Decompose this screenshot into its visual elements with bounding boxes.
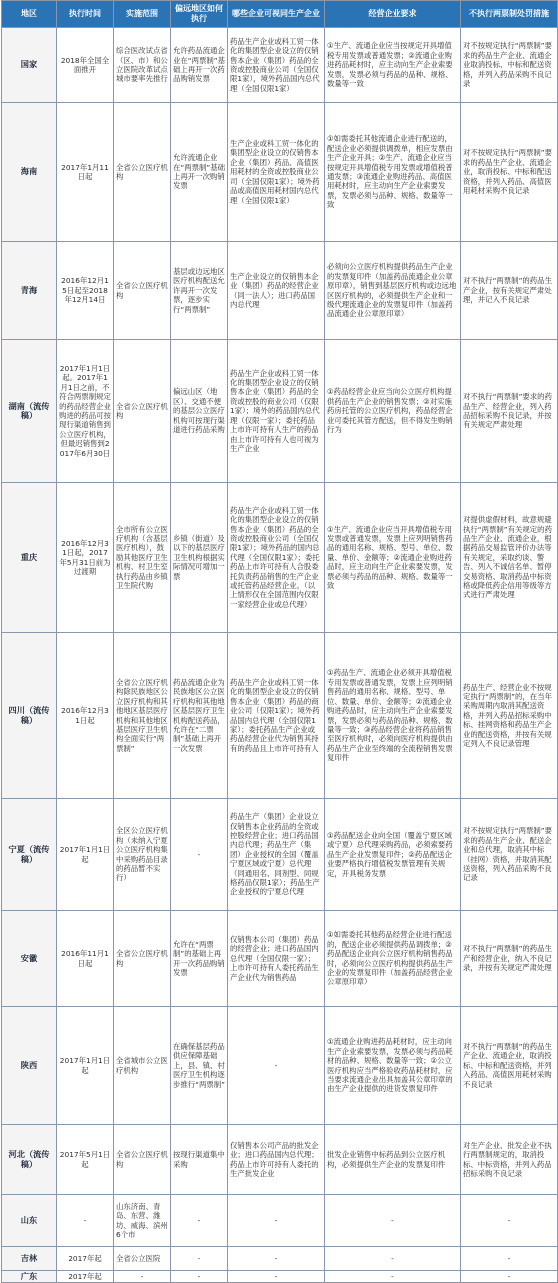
scope-cell: 全省公立医疗机构 (114, 242, 171, 340)
penalty-cell: - (461, 1247, 558, 1271)
penalty-cell: 对不按规定执行“两票制”要求的药品生产企业、流通企业，取消投标、中标和配送资格，并列入药品、高值医用耗材采购不良记录 (461, 103, 558, 242)
remote-cell: 按现行渠道集中采购 (171, 1125, 228, 1195)
requirements-cell: ①流通企业购进药品耗材时，应主动向生产企业索要发票，发票必须与药品耗材的品种、规格、数量等一致；②公立医疗机构应当严格验收药品耗材时，应当要求流通企业出具加盖其公章印章的由生产企业提供的进货发票复印件 (325, 1007, 461, 1125)
supplier-cell: - (228, 1247, 325, 1271)
supplier-cell: 药品生产企业或科工贸一体化的集团型企业设立的仅销售本企业（集团）药品的商业公司（仅限1家）；境外药品国内总代理（全国仅限1家）；委托药品生产企业或药品经营企业代为销售其持有的药品且上市许可持有人 (228, 633, 325, 799)
penalty-cell: 对不执行“两票制”的药品生产和经营企业，纳入不良记录，并按有关规定严肃处理 (461, 911, 558, 1007)
time-cell: 2018年全国全面推开 (57, 28, 114, 103)
remote-cell: - (171, 1271, 228, 1283)
region-cell: 吉林 (2, 1247, 57, 1271)
table-row (2, 633, 558, 799)
requirements-cell: 批发企业销售中标药品到公立医疗机构，必须提供生产企业的发票复印件 (325, 1125, 461, 1195)
remote-cell: 药品流通企业为民族地区公立医疗机构和其他地区基层医疗卫生机构配送药品，允许在“二票制”基础上再开一次发票 (171, 633, 228, 799)
time-cell: 2017年1月1日起。2017年1月1日之前，不符合两票制规定的药品经营企业购进的药品可按现行渠道销售到公立医疗机构，但最迟销售到2017年6月30日 (57, 340, 114, 483)
table-row (2, 911, 558, 1007)
table-row (2, 1271, 558, 1283)
header-scope: 实施范围 (114, 1, 171, 28)
table-row (2, 28, 558, 103)
time-cell: 2016年11月1日起 (57, 911, 114, 1007)
time-cell: 2017年1月11日起 (57, 103, 114, 242)
requirements-cell: - (325, 1271, 461, 1283)
penalty-cell: - (461, 1271, 558, 1283)
table-row (2, 103, 558, 242)
supplier-cell: - (228, 1271, 325, 1283)
time-cell: 2017年1月1日起 (57, 1007, 114, 1125)
table-header (2, 1, 558, 28)
supplier-cell: 生产企业或科工贸一体化的集团型企业设立的仅销售本企业（集团）药品、高值医用耗材的全资或控股商业公司（全国仅限1家）；境外药品或高值医用耗材国内总代理（全国仅限1家） (228, 103, 325, 242)
header-time: 执行时间 (57, 1, 114, 28)
remote-cell: - (171, 799, 228, 911)
remote-cell: - (171, 1247, 228, 1271)
table-body (2, 28, 558, 1283)
region-cell: 重庆 (2, 483, 57, 633)
scope-cell: 全省公立医疗机构 (114, 340, 171, 483)
requirements-cell: ①生产、流通企业应当按规定开具增值税专用发票或普通发票；②流通企业购进药品耗材时，应主动向生产企业索要发票，发票必须与药品的品种、规格、数量等一致 (325, 28, 461, 103)
time-cell: 2016年12月15日起至2018年12月14日 (57, 242, 114, 340)
scope-cell: 全省公立医院 (114, 1247, 171, 1271)
requirements-cell: ①生产、流通企业应当开具增值税专用发票或普通发票，发票上应列明销售药品的通用名称、规格、型号、单位、数量、单价、金额等；②流通企业购进药品时，应主动向生产企业索要发票，发票必须与药品的品种、规格、数量等一致 (325, 483, 461, 633)
penalty-cell: 对不执行“两票制”要求的药品生产、经营企业，列入药品招标采购不良记录，并按有关规定严肃处理 (461, 340, 558, 483)
scope-cell: 山东济南、青岛、东营、潍坊、威海、滨州6个市 (114, 1195, 171, 1247)
supplier-cell: - (228, 1007, 325, 1125)
region-cell: 宁夏（流传稿） (2, 799, 57, 911)
header-remote: 偏远地区如何执行 (171, 1, 228, 28)
penalty-cell: 对不按规定执行“两票制”要求的药品生产企业、流通企业取消投标、中标和配送资格，并列入药品采购不良记录 (461, 28, 558, 103)
scope-cell: 全省公立医疗机构除民族地区公立医疗机构和其他地区基层医疗机构和其他地区基层医疗卫生机构全面实行“两票制” (114, 633, 171, 799)
region-cell: 国家 (2, 28, 57, 103)
remote-cell: 基层或边远地区医疗机构配送允许再开一次发票，逐步实行“两票制” (171, 242, 228, 340)
remote-cell: 在确保基层药品供应保障基础上，县、镇、村医疗卫生机构逐步推行“两票制” (171, 1007, 228, 1125)
table-row (2, 340, 558, 483)
region-cell: 四川（流传稿） (2, 633, 57, 799)
requirements-cell: ①如需委托其他药品经营企业进行配送的，配送企业必须提供药品调拨单；②药品配送企业向公立医疗机构销售药品时，必须向公立医疗机构提供药品生产企业的发票复印件（加盖药品经营企业公章原印章） (325, 911, 461, 1007)
penalty-cell: 对生产企业、批发企业不执行两票制规定的，取消投标、中标资格，并列入药品招标采购不良记录 (461, 1125, 558, 1195)
scope-cell: 全省城市公立医疗机构 (114, 1007, 171, 1125)
region-cell: 安徽 (2, 911, 57, 1007)
remote-cell: 乡镇（街道）及以下的基层医疗卫生机构根据实际情况可增加一票 (171, 483, 228, 633)
time-cell: 2016年12月31日起 (57, 633, 114, 799)
header-penalty: 不执行两票制处罚措施 (461, 1, 558, 28)
scope-cell: 全区公立医疗机构（未纳入宁夏公立医疗机构集中采购药品目录的药品暂不实行） (114, 799, 171, 911)
remote-cell: 允许药品流通企业在“两票制”基础上再开一次药品购销发票 (171, 28, 228, 103)
scope-cell: - (114, 1271, 171, 1283)
requirements-cell: ①药品生产、流通企业必须开具增值税专用发票或普通发票，发票上应列明销售药品的通用名称、规格、型号、单位、数量、单价、金额等；②流通企业购进药品时，应主动向生产企业索要发票，发票必须与药品的品种、规格、数量等一致；③药品经营企业将药品销售至医疗机构时，必须向医疗机构提供由药品生产企业至终端的全流程销售发票复印件 (325, 633, 461, 799)
time-cell: 2017年5月1日起 (57, 1125, 114, 1195)
penalty-cell: 对提供虚假材料，故意规避执行“两票制”有关规定的药品生产企业、流通企业，根据药品交易监管评价办法等有关规定，采取约谈、警告、列入不诚信名单、暂停交易资格、取消药品中标资格或降低药企信用等级等方式进行严肃处理 (461, 483, 558, 633)
table-row (2, 483, 558, 633)
supplier-cell: 药品生产企业或科工贸一体化的集团型企业设立的仅销售本企业（集团）药品的全资或控股商业公司（全国仅限1家），境外药品国内总代理（全国仅限1家） (228, 28, 325, 103)
requirements-cell: ①药品配送企业向全国（覆盖宁夏区域或宁夏）总代理采购药品，必须索要药品生产企业发票复印件；②药品配送企业要严格执行增值税发票管理有关规定，开具税务发票 (325, 799, 461, 911)
supplier-cell: 生产企业设立的仅销售本企业（集团）药品的经营企业（同一法人）；进口药品国内总代理 (228, 242, 325, 340)
region-cell: 湖南（流传稿） (2, 340, 57, 483)
penalty-cell: 对不执行“两票制”的药品生产企业，按有关规定严肃处理，并记入不良记录 (461, 242, 558, 340)
table-row (2, 1125, 558, 1195)
requirements-cell: - (325, 1195, 461, 1247)
scope-cell: 全市所有公立医疗机构（含基层医疗机构），鼓励其他医疗卫生机构、村卫生室执行药品由乡镇卫生院代购 (114, 483, 171, 633)
remote-cell: 允许在“两票制”的基础上再开一次药品购销发票 (171, 911, 228, 1007)
region-cell: 山东 (2, 1195, 57, 1247)
requirements-cell: ①药品经营企业应当向公立医疗机构提供药品生产企业的销售发票；②对实施药房托管的公立医疗机构，药品经营企业可委托其管方配送，但不得发生购销行为 (325, 340, 461, 483)
time-cell: 2017年起 (57, 1271, 114, 1283)
scope-cell: 综合医改试点省（区、市）和公立医院改革试点城市要率先推行 (114, 28, 171, 103)
header-supplier: 哪些企业可视同生产企业 (228, 1, 325, 28)
supplier-cell: 药品生产企业或科工贸一体化的集团型企业设立的仅销售本企业（集团）药品的全资或控股的商业公司（仅限1家）；境外的药品国内总代理（仅限一家）；委托药品上市许可持有人生产的药品由上市许可持有人也可视为生产企业 (228, 340, 325, 483)
table-row (2, 1247, 558, 1271)
supplier-cell: 药品生产（集团）企业设立仅销售本企业药品的全资或控股经营企业；进口药品国内总代理；药品生产（集团）企业授权的全国（覆盖宁夏区域或宁夏）总代理（同通用名、同剂型、同规格药品仅限1家）；药品生产企业授权的宁夏总代理 (228, 799, 325, 911)
scope-cell: 全省公立医疗机构 (114, 103, 171, 242)
time-cell: 2017年起 (57, 1247, 114, 1271)
supplier-cell: 仅销售本公司（集团）药品的经营企业；进口药品国内总代理（全国仅限一家）；上市许可持有人委托药品生产企业代为销售药品 (228, 911, 325, 1007)
header-row (2, 1, 558, 28)
table-row (2, 242, 558, 340)
supplier-cell: 药品生产企业或科工贸一体化的集团型企业设立的仅销售本企业（集团）药品的全资或控股商业公司（全国仅限1家）；境外药品的国内总代理（全国仅限1家）；委托药品上市许可持有人合股委托负责药品销售的生产企业或托管药品经营企业。（以上情形仅在全国范围内仅限一家经营企业或总代理） (228, 483, 325, 633)
time-cell: - (57, 1195, 114, 1247)
penalty-cell: 药品生产、经营企业不按规定执行“两票制”的，在当年采购周期内取消其配送资格，并列入药品招标采购中标、挂网资格和药品生产企业的配送资格，并按有关规定列入不良记录管理 (461, 633, 558, 799)
scope-cell: 全省公立医疗机构 (114, 911, 171, 1007)
region-cell: 青海 (2, 242, 57, 340)
remote-cell: 允许流通企业在“两票制”基础上再开一次购销发票 (171, 103, 228, 242)
header-requirements: 经营企业要求 (325, 1, 461, 28)
table-row (2, 1195, 558, 1247)
region-cell: 海南 (2, 103, 57, 242)
penalty-cell: 对不执行“两票制”的药品生产企业、流通企业，取消投标、中标和配送资格，并列入药品、高值医用耗材采购不良记录 (461, 1007, 558, 1125)
penalty-cell: 对不按规定执行“两票制”要求的药品生产企业、配送企业和总代理，取消其中标（挂网）资格，并取消其配送资格，列入药品采购不良记录 (461, 799, 558, 911)
table-row (2, 1007, 558, 1125)
region-cell: 陕西 (2, 1007, 57, 1125)
requirements-cell: 必须向公立医疗机构提供药品生产企业的发票复印件（加盖药品流通企业公章原印章），销售到基层医疗机构或边远地区医疗机构的，必须提供生产企业和一级代理流通企业的发票复印件（加盖药品流通企业公章原印章） (325, 242, 461, 340)
supplier-cell: 仅销售本公司产品的批发企业；进口药品国内总代理；药品上市许可持有人委托的生产批发企业 (228, 1125, 325, 1195)
requirements-cell: ①如需委托其他流通企业进行配送的，配送企业必须提供调拨单，相应发票由生产企业开具；②生产、流通企业应当按规定开具增值税专用发票或增值税普通发票；③流通企业购进药品、高值医用耗材时，应主动向生产企业索要发票，发票必须与品种、规格、数量等一致 (325, 103, 461, 242)
table-row (2, 799, 558, 911)
two-invoice-policy-table (1, 0, 558, 1283)
header-region: 地区 (2, 1, 57, 28)
remote-cell: 偏远山区（地区）、交通不便的基层公立医疗机构可按现行渠道进行药品采购 (171, 340, 228, 483)
time-cell: 2016年12月31日起，2017年5月31日前为过渡期 (57, 483, 114, 633)
region-cell: 广东 (2, 1271, 57, 1283)
supplier-cell: - (228, 1195, 325, 1247)
penalty-cell: - (461, 1195, 558, 1247)
remote-cell: - (171, 1195, 228, 1247)
time-cell: 2017年1月1日起 (57, 799, 114, 911)
requirements-cell: - (325, 1247, 461, 1271)
scope-cell: 全省公立医疗机构 (114, 1125, 171, 1195)
region-cell: 河北（流传稿） (2, 1125, 57, 1195)
